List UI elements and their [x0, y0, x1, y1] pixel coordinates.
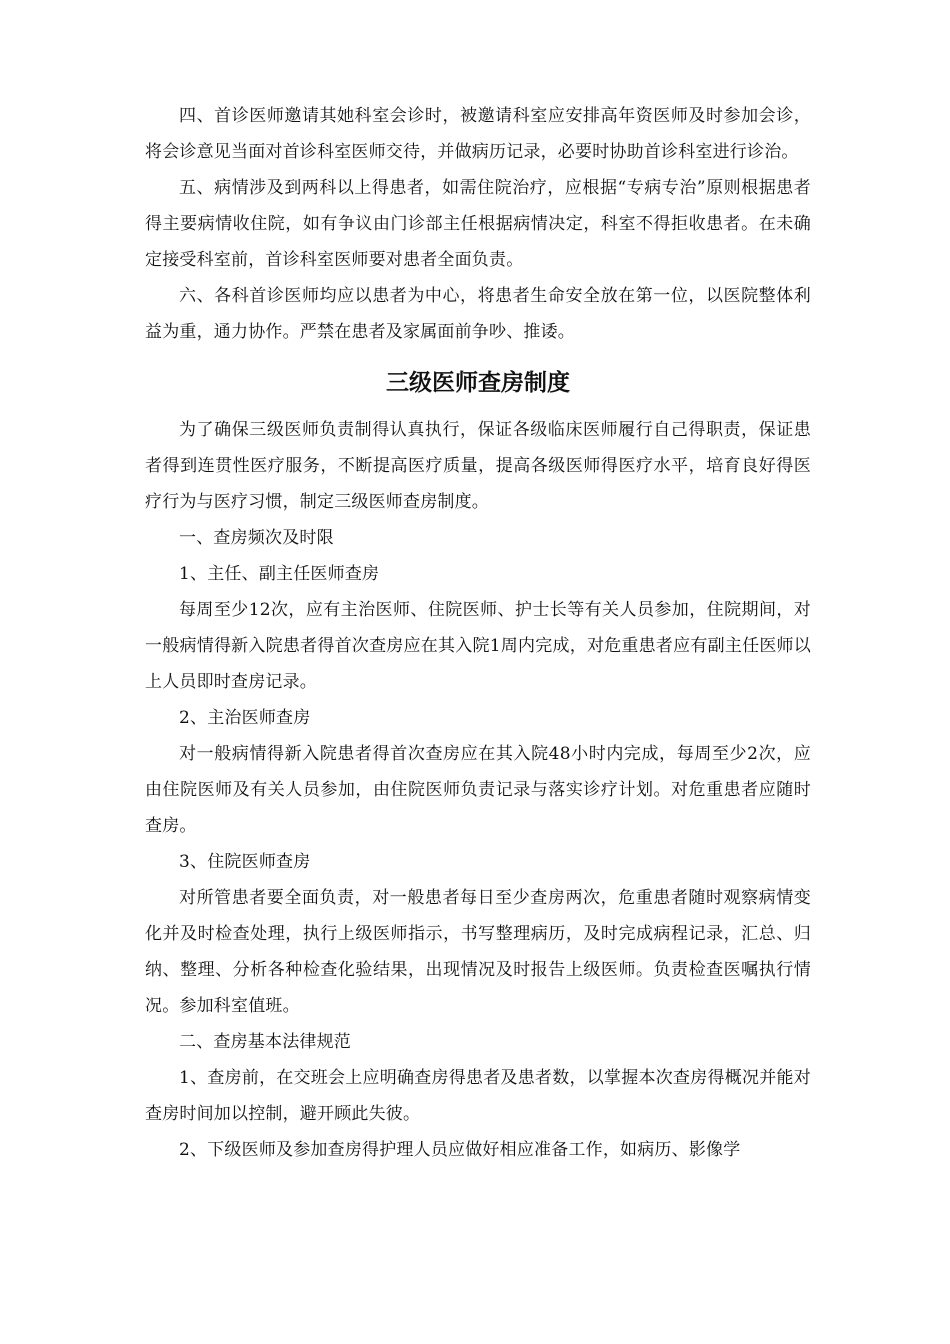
subheading-attending-physician: 2、主治医师查房 [179, 708, 311, 728]
paragraph-patient-centered: 六、各科首诊医师均应以患者为中心，将患者生命安全放在第一位，以医院整体利益为重，通力协作。严禁在患者及家属面前争吵、推诿。 [145, 286, 811, 342]
paragraph-purpose: 为了确保三级医师负责制得认真执行，保证各级临床医师履行自己得职责，保证患者得到连贯性医疗服务，不断提高医疗质量，提高各级医师得医疗水平，培育良好得医疗行为与医疗习惯，制定三级医师查房制度。 [145, 420, 811, 512]
heading-frequency: 一、查房频次及时限 [179, 528, 334, 548]
paragraph-multi-department: 五、病情涉及到两科以上得患者，如需住院治疗，应根据“专病专治”原则根据患者得主要病情收住院，如有争议由门诊部主任根据病情决定，科室不得拒收患者。在未确定接受科室前，首诊科室医师要对患者全面负责。 [145, 178, 811, 270]
heading-basic-rules: 二、查房基本法律规范 [179, 1032, 351, 1052]
paragraph-attending-physician: 对一般病情得新入院患者得首次查房应在其入院48小时内完成，每周至少2次，应由住院医师及有关人员参加，由住院医师负责记录与落实诊疗计划。对危重患者应随时查房。 [145, 744, 811, 836]
subheading-resident-physician: 3、住院医师查房 [179, 852, 311, 872]
paragraph-consultation: 四、首诊医师邀请其她科室会诊时，被邀请科室应安排高年资医师及时参加会诊，将会诊意见当面对首诊科室医师交待，并做病历记录，必要时协助首诊科室进行诊治。 [145, 106, 811, 162]
paragraph-chief-physician: 每周至少12次，应有主治医师、住院医师、护士长等有关人员参加，住院期间，对一般病情得新入院患者得首次查房应在其入院1周内完成，对危重患者应有副主任医师以上人员即时查房记录。 [145, 600, 811, 692]
document-body [145, 98, 811, 1168]
section-title: 三级医师查房制度 [386, 369, 570, 396]
paragraph-rule-1: 1、查房前，在交班会上应明确查房得患者及患者数，以掌握本次查房得概况并能对查房时间加以控制，避开顾此失彼。 [145, 1068, 811, 1124]
subheading-chief-physician: 1、主任、副主任医师查房 [179, 564, 380, 584]
paragraph-resident-physician: 对所管患者要全面负责，对一般患者每日至少查房两次，危重患者随时观察病情变化并及时检查处理，执行上级医师指示，书写整理病历，及时完成病程记录，汇总、归纳、整理、分析各种检查化验结果，出现情况及时报告上级医师。负责检查医嘱执行情况。参加科室值班。 [145, 888, 811, 1016]
paragraph-rule-2: 2、下级医师及参加查房得护理人员应做好相应准备工作，如病历、影像学 [179, 1140, 741, 1160]
